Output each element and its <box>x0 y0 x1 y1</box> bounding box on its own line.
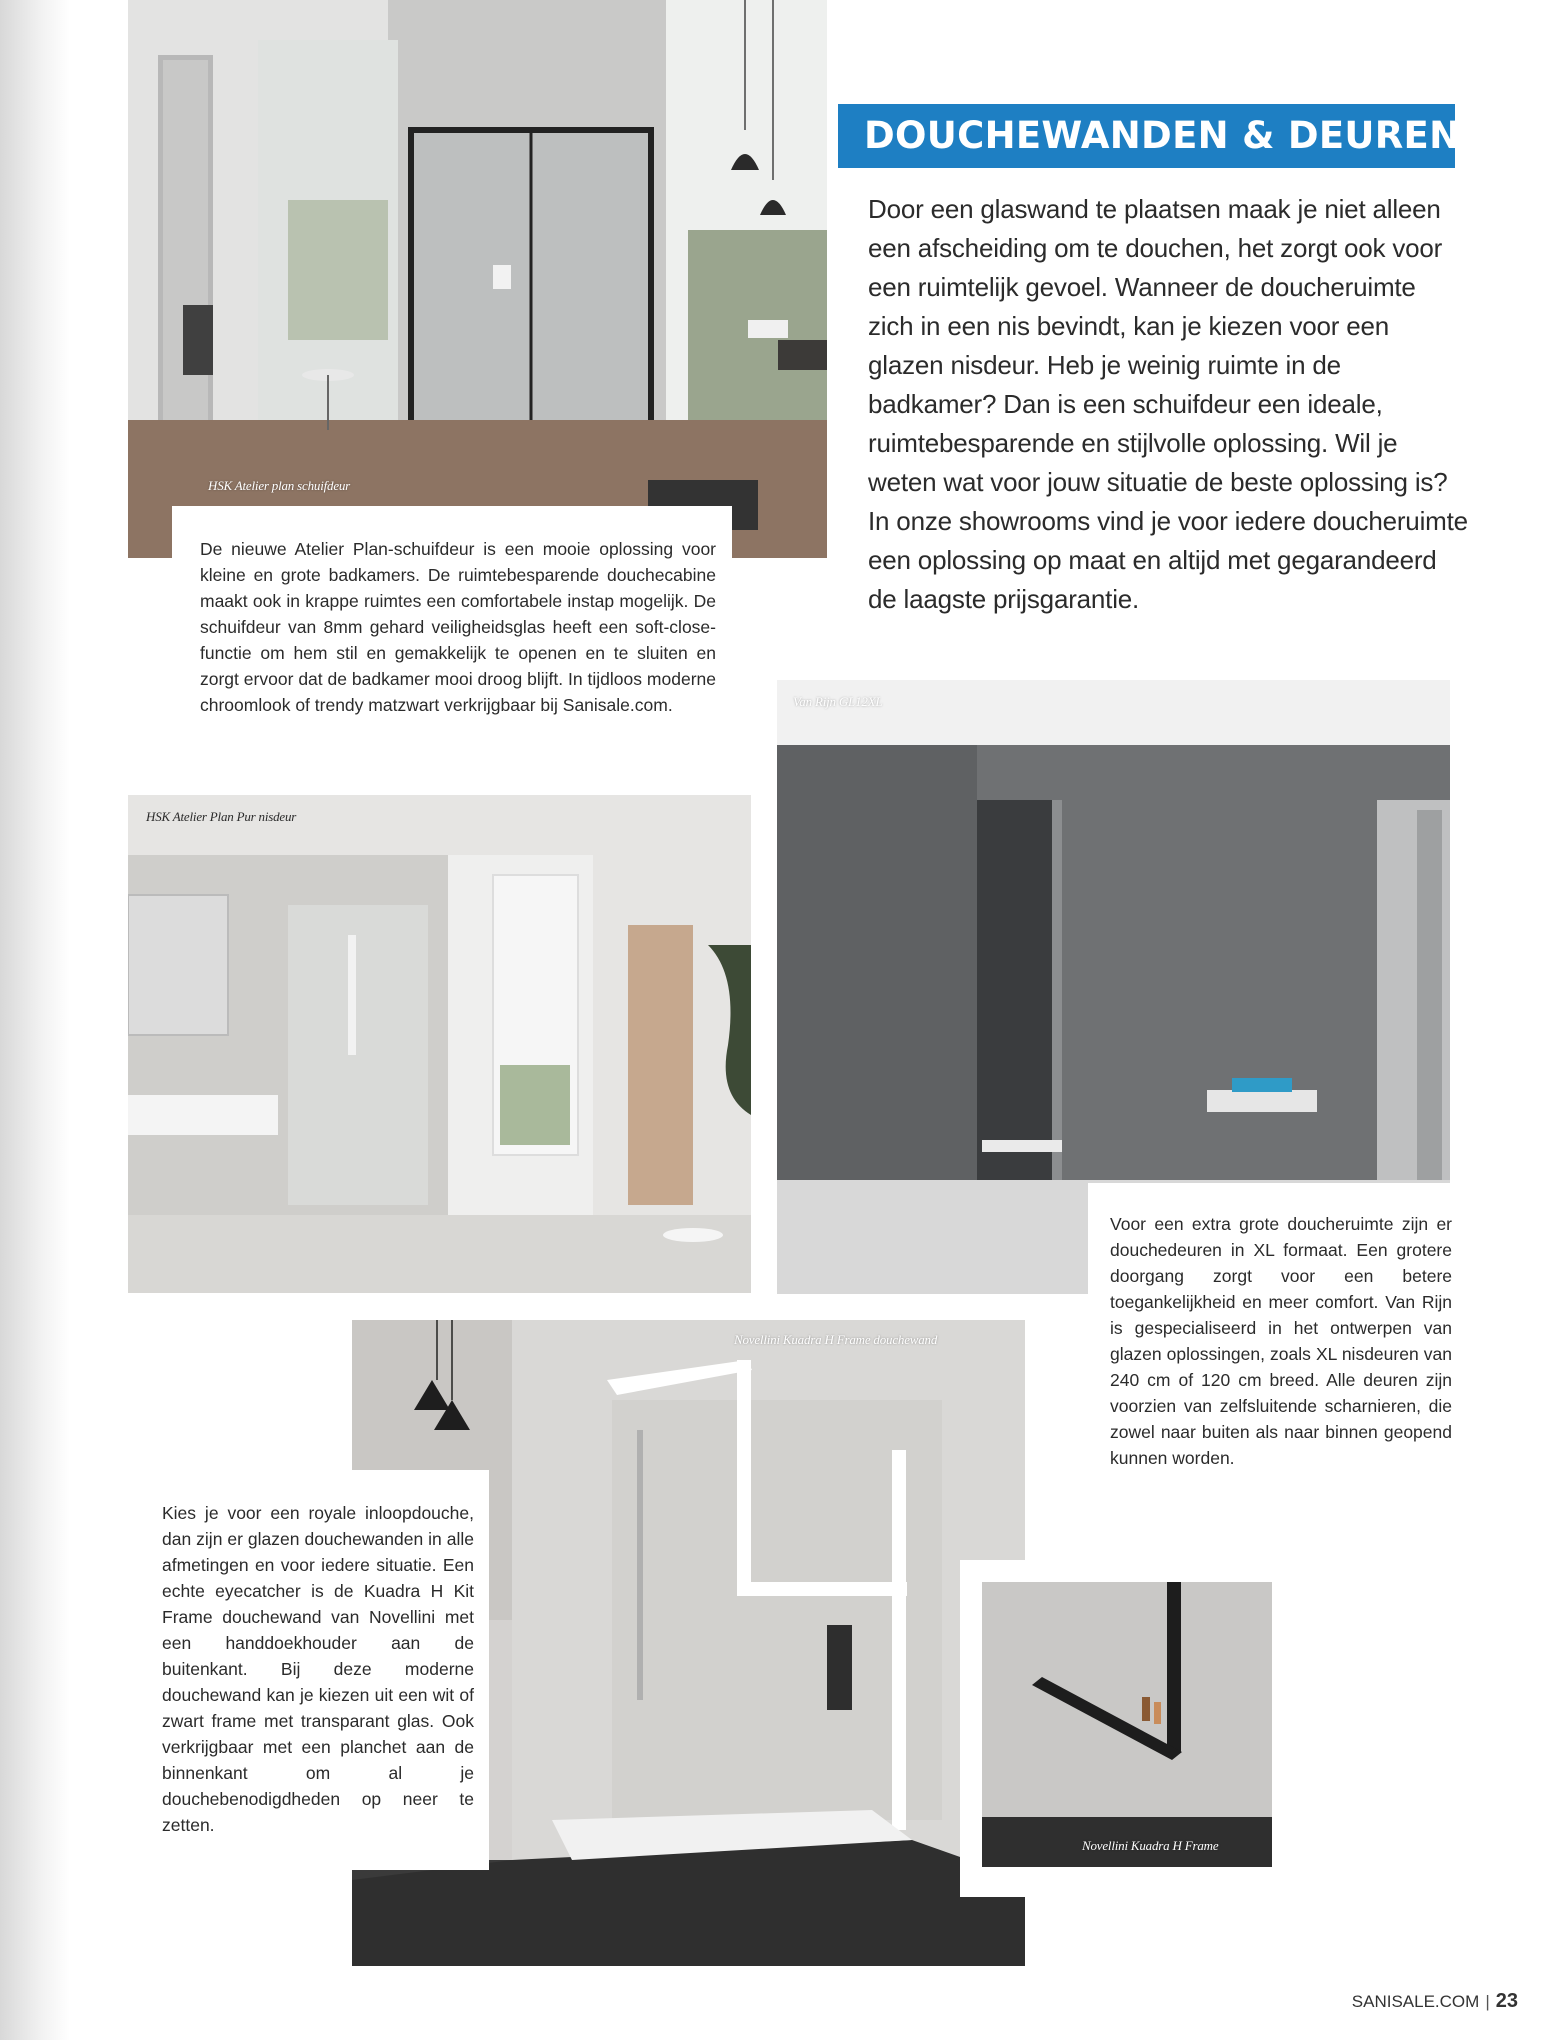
frame-detail-image <box>982 1582 1272 1867</box>
atelier-text-box <box>172 506 732 756</box>
novellini-description: Kies je voor een royale inloopdouche, dan zijn er glazen douchewanden in alle afmetingen en voor iedere situatie. Een echte eyecatcher is de Kuadra H Kit Frame douchewand van Novellini met een handdoekhouder aan de buitenkant. Bij deze moderne douchewand kan je kiezen uit een wit of zwart frame met transparant glas. Ook verkrijgbaar met een planchet aan de binnenkant om al je douchebenodigdheden op neer te zetten. <box>162 1503 474 1835</box>
intro-paragraph: Door een glaswand te plaatsen maak je niet alleen een afscheiding om te douchen, het zorgt ook voor een ruimtelijk gevoel. Wanneer de doucheruimte zich in een nis bevindt, kan je kiezen voor een glazen nisdeur. Heb je weinig ruimte in de badkamer? Dan is een schuifdeur een ideale, ruimtebesparende en stijlvolle oplossing. Wil je weten wat voor jouw situatie de beste oplossing is? In onze showrooms vind je voor iedere doucheruimte een oplossing op maat en altijd met gegarandeerd de laagste prijsgarantie. <box>868 194 1468 614</box>
footer-separator: | <box>1485 1992 1490 2011</box>
van-rijn-description: Voor een extra grote doucheruimte zijn er douchedeuren in XL formaat. Een grotere doorgang zorgt voor een betere toegankelijkheid en meer comfort. Van Rijn is gespecialiseerd in het ontwerpen van glazen oplossingen, zoals XL nisdeuren van 240 cm of 120 cm breed. Alle deuren zijn voorzien van zelfsluitende scharnieren, die zowel naar buiten als naar binnen geopend kunnen worden. <box>1110 1214 1452 1468</box>
page-footer <box>1352 1990 1518 2013</box>
page-spine-shadow <box>0 0 70 2040</box>
photo-caption: HSK Atelier Plan Pur nisdeur <box>146 809 297 824</box>
novellini-text-box <box>142 1470 489 1870</box>
page-title: DOUCHEWANDEN & DEUREN <box>838 104 1455 168</box>
van-rijn-text-box <box>1088 1183 1468 1513</box>
photo-atelier-schuifdeur <box>128 0 827 558</box>
atelier-description: De nieuwe Atelier Plan-schuifdeur is een mooie oplossing voor kleine en grote badkamers. De ruimtebesparende douchecabine maakt ook in krappe ruimtes een comfortabele instap mogelijk. De schuifdeur van 8mm gehard veiligheidsglas heeft een soft-close-functie om hem stil en gemakkelijk te openen en te sluiten en zorgt ervoor dat de badkamer mooi droog blijft. In tijdloos moderne chroomlook of trendy matzwart verkrijgbaar bij Sanisale.com. <box>200 539 716 715</box>
page-number: 23 <box>1495 1990 1518 2012</box>
photo-caption: Novellini Kuadra H Frame douchewand <box>734 1332 938 1347</box>
site-name: SANISALE.COM <box>1351 1992 1480 2011</box>
photo-atelier-nisdeur <box>128 795 751 1293</box>
photo-caption: Van Rijn GL12XL <box>793 694 883 709</box>
photo-caption: HSK Atelier plan schuifdeur <box>208 478 351 493</box>
photo-caption: Novellini Kuadra H Frame <box>1082 1838 1219 1853</box>
photo-novellini-frame <box>960 1560 1280 1897</box>
